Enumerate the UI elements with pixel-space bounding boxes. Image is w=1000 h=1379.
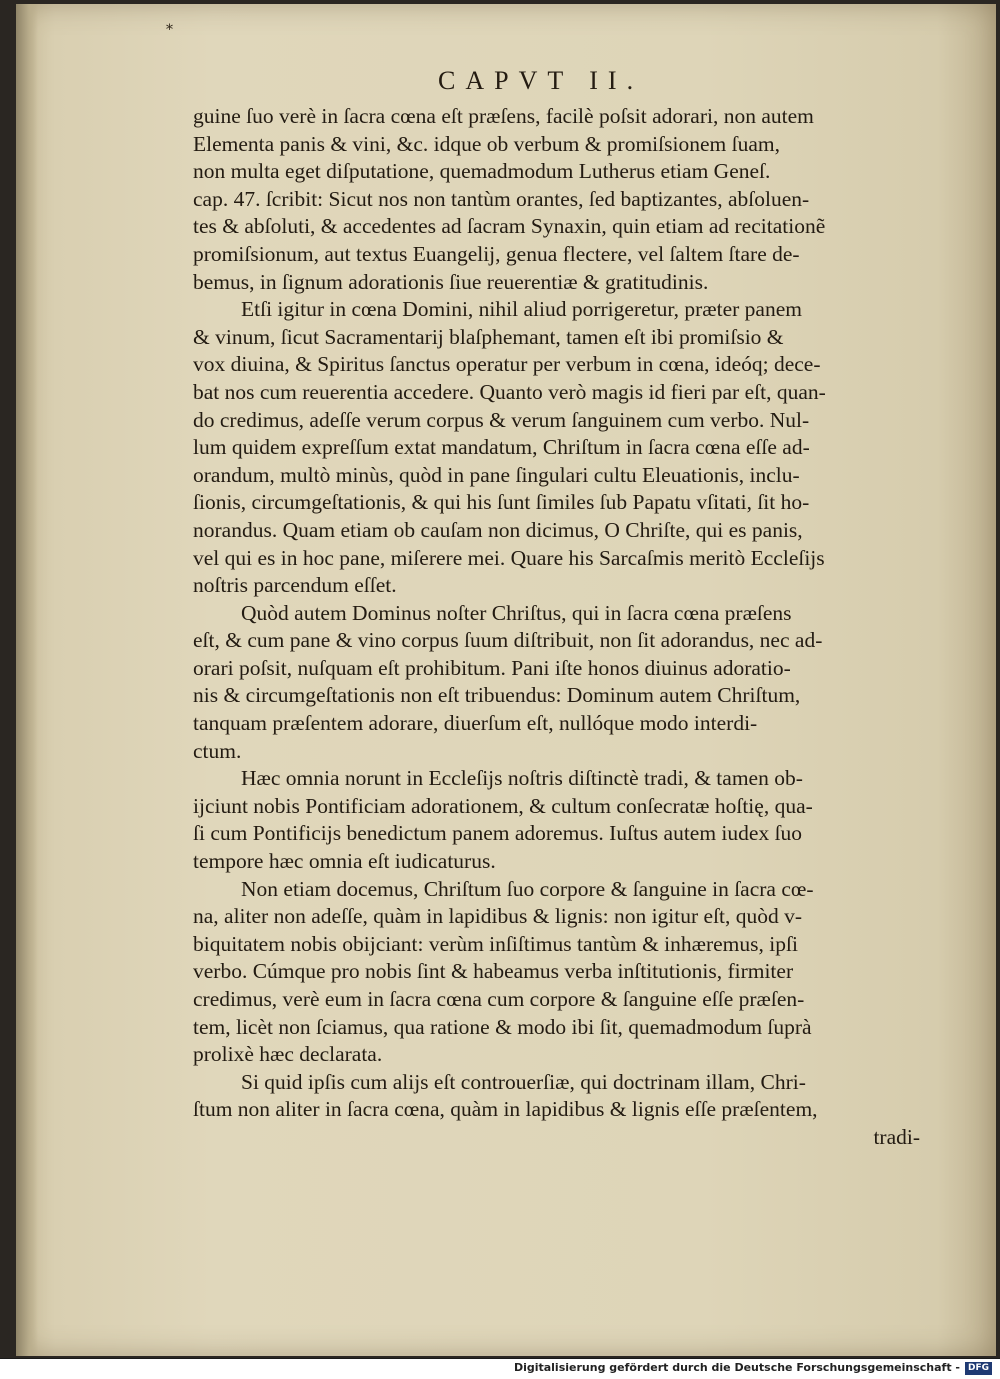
text-line: norandus. Quam etiam ob cauſam non dicimus, O Chriſte, qui es panis,	[193, 517, 803, 542]
text-line: promiſsionum, aut textus Euangelij, genua flectere, vel ſaltem ſtare de-	[193, 241, 800, 266]
text-line: vel qui es in hoc pane, miſerere mei. Quare his Sarcaſmis meritò Eccleſijs	[193, 545, 825, 570]
text-line: eſt, & cum pane & vino corpus ſuum diſtribuit, non ſit adorandus, nec ad-	[193, 628, 823, 653]
text-line: Quòd autem Dominus noſter Chriſtus, qui in ſacra cœna præſens	[241, 600, 792, 625]
text-line: Etſi igitur in cœna Domini, nihil aliud porrigeretur, præter panem	[241, 297, 802, 322]
digitization-credit: Digitalisierung gefördert durch die Deutsche Forschungsgemeinschaft -	[513, 1361, 960, 1374]
text-line: do credimus, adeſſe verum corpus & verum ſanguinem cum verbo. Nul-	[193, 407, 810, 432]
text-line: bat nos cum reuerentia accedere. Quanto verò magis id fieri par eſt, quan-	[193, 379, 826, 404]
text-line: tempore hæc omnia eſt iudicaturus.	[193, 849, 496, 874]
catchword: tradi-	[873, 1124, 920, 1149]
text-line: Hæc omnia norunt in Eccleſijs noſtris diſtinctè tradi, & tamen ob-	[241, 766, 803, 791]
text-line: ctum.	[193, 738, 242, 763]
text-line: prolixè hæc declarata.	[193, 1042, 383, 1067]
text-line: Elementa panis & vini, &c. idque ob verbum & promiſsionem ſuam,	[193, 131, 780, 156]
text-line: lum quidem expreſſum extat mandatum, Chriſtum in ſacra cœna eſſe ad-	[193, 435, 810, 460]
text-line: credimus, verè eum in ſacra cœna cum corpore & ſanguine eſſe præſen-	[193, 987, 805, 1011]
text-line: tes & abſoluti, & accedentes ad ſacram Synaxin, quin etiam ad recitationẽ	[193, 214, 826, 239]
text-line: verbo. Cúmque pro nobis ſint & habeamus verba inſtitutionis, firmiter	[193, 959, 794, 984]
text-line: orari poſsit, nuſquam eſt prohibitum. Pani iſte honos diuinus adoratio-	[193, 655, 791, 680]
text-line: guine ſuo verè in ſacra cœna eſt præſens, facilè poſsit adorari, non autem	[193, 104, 814, 128]
body-text	[193, 103, 920, 1152]
text-line: ijciunt nobis Pontificiam adorationem, & cultum conſecratæ hoſtię, qua-	[193, 793, 813, 818]
text-line: & vinum, ſicut Sacramentarij blaſphemant, tamen eſt ibi promiſsio &	[193, 324, 784, 349]
page-gutter-shadow	[16, 4, 38, 1356]
text-line: ſtum non aliter in ſacra cœna, quàm in lapidibus & lignis eſſe præſentem,	[193, 1097, 818, 1122]
text-line: Non etiam docemus, Chriſtum ſuo corpore & ſanguine in ſacra cœ-	[241, 876, 814, 901]
text-line: ſionis, circumgeſtationis, & qui his ſunt ſimiles ſub Papatu vſitati, ſit ho-	[193, 490, 810, 515]
text-line: cap. 47. ſcribit: Sicut nos non tantùm orantes, ſed baptizantes, abſoluen-	[193, 186, 810, 211]
dfg-logo: DFG	[965, 1362, 992, 1375]
text-line: nis & circumgeſtationis non eſt tribuendus: Dominum autem Chriſtum,	[193, 683, 801, 708]
text-line: ſi cum Pontificijs benedictum panem adoremus. Iuſtus autem iudex ſuo	[193, 821, 803, 846]
text-line: tem, licèt non ſciamus, qua ratione & modo ibi ſit, quemadmodum ſuprà	[193, 1014, 812, 1039]
text-line: orandum, multò minùs, quòd in pane ſingulari cultu Eleuationis, inclu-	[193, 462, 800, 487]
text-line: vox diuina, & Spiritus ſanctus operatur per verbum in cœna, ideóq; dece-	[193, 352, 821, 377]
text-line: bemus, in ſignum adorationis ſiue reuerentiæ & gratitudinis.	[193, 269, 709, 294]
text-line: biquitatem nobis obijciant: verùm inſiſtimus tantùm & inhæremus, ipſi	[193, 931, 798, 956]
text-line: Si quid ipſis cum alijs eſt controuerſiæ, qui doctrinam illam, Chri-	[241, 1069, 806, 1094]
text-line: na, aliter non adeſſe, quàm in lapidibus & lignis: non igitur eſt, quòd v-	[193, 904, 803, 929]
footer-bar	[0, 1359, 1000, 1379]
running-head: CAPVT II.	[438, 66, 644, 95]
text-line: tanquam præſentem adorare, diuerſum eſt, nullóque modo interdi-	[193, 711, 758, 736]
text-line: noſtris parcendum eſſet.	[193, 573, 397, 598]
signature-mark: *	[166, 22, 173, 38]
text-line: non multa eget diſputatione, quemadmodum Lutherus etiam Geneſ.	[193, 159, 771, 184]
